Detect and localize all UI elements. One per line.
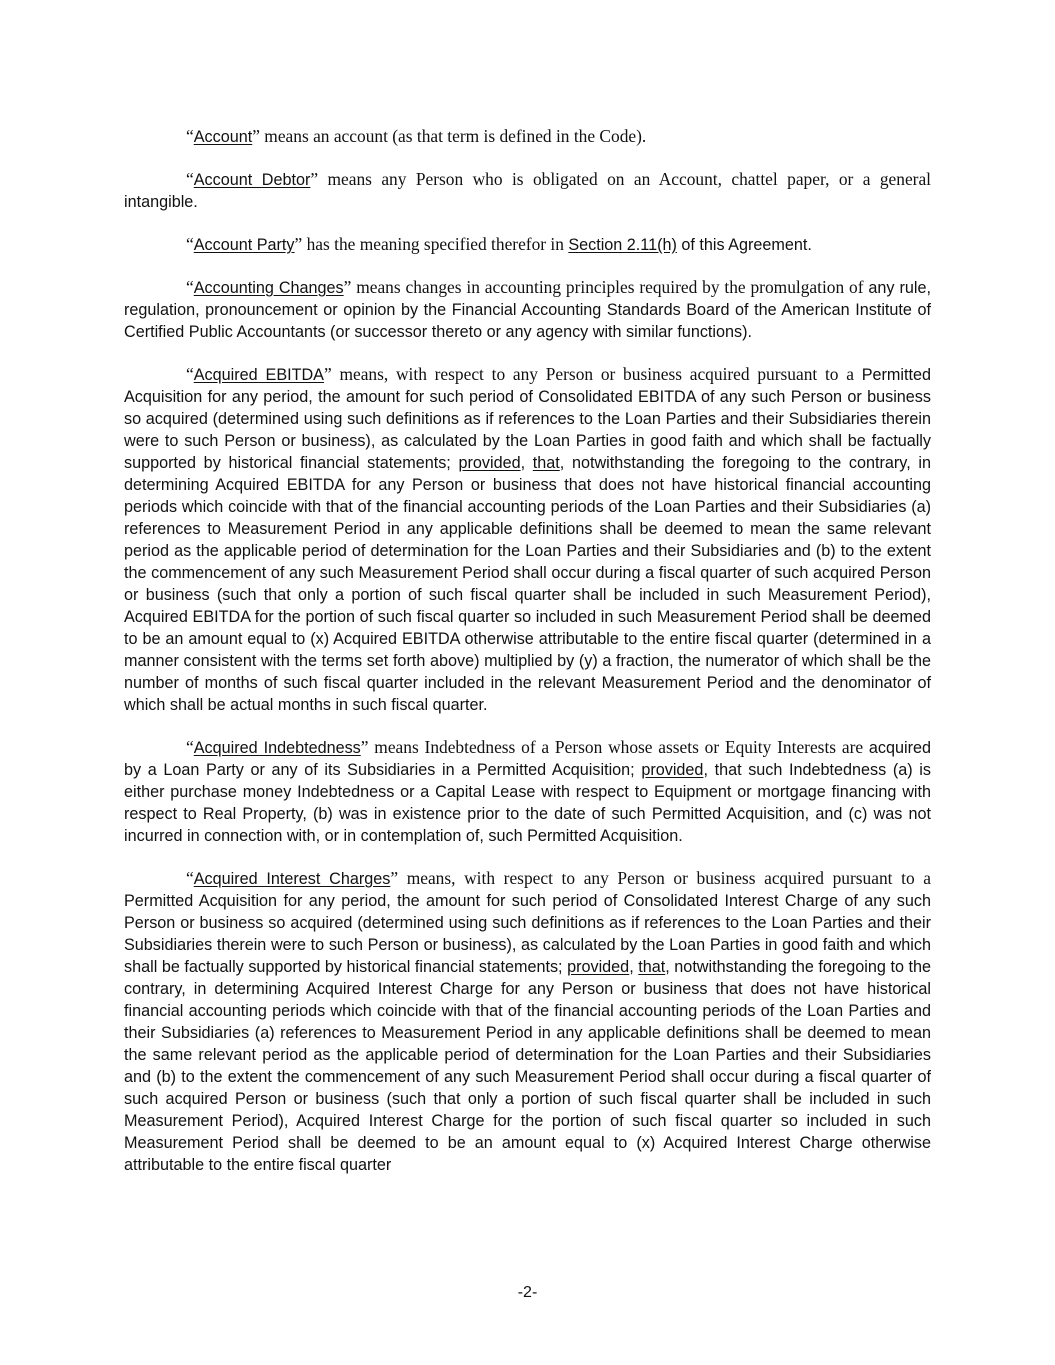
defined-term: Acquired Interest Charges: [193, 870, 391, 888]
text-segment: , that such Indebtedness (a) is either purchase money Indebtedness or a Capital Lease with respect to Equipment or mortgage financing with respect to Real Property, (b) was in existence prior to the date of such Permitted Acquisition, and (c) was not incurred in connection with, or in contemplation of, such Permitted Acquisition.: [124, 761, 932, 845]
text-segment: Permitted Acquisition for any period, the amount for such period of Consolidated EBITDA of any such Person or business so acquired (determined using such definitions as if references to the Loan Parties and their Subsidiaries therein were to such Person or business), as calculated by the Loan Parties in good faith and which shall be factually supported by historical financial statements;: [124, 366, 931, 472]
text-segment: ” means any Person who is obligated on an Account, chattel paper, or a general: [310, 169, 932, 189]
text-segment: “: [186, 277, 194, 297]
definition-acquired-indebtedness: [124, 736, 931, 847]
defined-term: Acquired Indebtedness: [193, 739, 361, 757]
defined-term: Account Party: [193, 236, 295, 254]
defined-term: Acquired EBITDA: [193, 366, 324, 384]
definition-acquired-interest-charges: [124, 867, 931, 1176]
definition-account-debtor: [124, 168, 931, 213]
text-segment: intangible.: [124, 193, 198, 211]
text-segment: acquired by a Loan Party or any of its Subsidiaries in a Permitted Acquisition;: [124, 739, 931, 779]
defined-term: Account Debtor: [193, 171, 311, 189]
underlined-reference: Section 2.11(h): [568, 236, 677, 254]
text-segment: “: [186, 737, 194, 757]
underlined-reference: that: [532, 454, 560, 472]
definition-accounting-changes: [124, 276, 931, 343]
text-segment: ,: [520, 454, 533, 472]
text-segment: , notwithstanding the foregoing to the contrary, in determining Acquired Interest Charge for any Person or business that does not have historical financial accounting periods which coincide with that of the financial accounting periods of the Loan Parties and their Subsidiaries (a) references to Measurement Period in any applicable definitions shall be deemed to mean the same relevant period as the applicable period of determination for the Loan Parties and their Subsidiaries and (b) to the extent the commencement of any such Measurement Period shall occur during a fiscal quarter of such acquired Person or business (such that only a portion of such fiscal quarter shall be included in such Measurement Period), Acquired Interest Charge for the portion of such fiscal quarter so included in such Measurement Period shall be deemed to be an amount equal to (x) Acquired Interest Charge otherwise attributable to the entire fiscal quarter: [124, 958, 931, 1174]
document-body: [124, 125, 931, 1196]
page-number: -2-: [517, 1284, 538, 1301]
underlined-reference: provided: [458, 454, 521, 472]
text-segment: of this Agreement.: [676, 236, 812, 254]
text-segment: “: [186, 126, 194, 146]
text-segment: “: [186, 169, 194, 189]
text-segment: ” means an account (as that term is defined in the Code).: [252, 126, 647, 146]
text-segment: “: [186, 234, 194, 254]
definition-account: [124, 125, 931, 148]
text-segment: any rule, regulation, pronouncement or opinion by the Financial Accounting Standards Board of the American Institute of Certified Public Accountants (or successor thereto or any agency with similar functions).: [124, 279, 932, 341]
defined-term: Account: [193, 128, 253, 146]
text-segment: “: [186, 868, 194, 888]
text-segment: , notwithstanding the foregoing to the contrary, in determining Acquired EBITDA for any Person or business that does not have historical financial accounting periods which coincide with that of the financial accounting periods of the Loan Parties and their Subsidiaries (a) references to Measurement Period in any applicable definitions shall be deemed to mean the same relevant period as the applicable period of determination for the Loan Parties and their Subsidiaries and (b) to the extent the commencement of any such Measurement Period shall occur during a fiscal quarter of such acquired Person or business (such that only a portion of such fiscal quarter shall be included in such Measurement Period), Acquired EBITDA for the portion of such fiscal quarter so included in such Measurement Period shall be deemed to be an amount equal to (x) Acquired EBITDA otherwise attributable to the entire fiscal quarter (determined in a manner consistent with the terms set forth above) multiplied by (y) a fraction, the numerator of which shall be the number of months of such fiscal quarter included in the relevant Measurement Period and the denominator of which shall be actual months in such fiscal quarter.: [124, 454, 931, 714]
text-segment: ,: [629, 958, 639, 976]
underlined-reference: provided: [641, 761, 704, 779]
text-segment: ” means Indebtedness of a Person whose assets or Equity Interests are: [360, 737, 869, 757]
text-segment: ” means, with respect to any Person or business acquired pursuant to a: [390, 868, 931, 888]
text-segment: ” means changes in accounting principles required by the promulgation of: [343, 277, 869, 297]
underlined-reference: provided: [567, 958, 630, 976]
text-segment: ” means, with respect to any Person or business acquired pursuant to a: [323, 364, 862, 384]
definition-account-party: [124, 233, 931, 256]
underlined-reference: that: [638, 958, 666, 976]
definition-acquired-ebitda: [124, 363, 931, 716]
defined-term: Accounting Changes: [193, 279, 344, 297]
text-segment: “: [186, 364, 194, 384]
text-segment: Permitted Acquisition for any period, the amount for such period of Consolidated Interest Charge of any such Person or business so acquired (determined using such definitions as if references to the Loan Parties and their Subsidiaries therein were to such Person or business), as calculated by the Loan Parties in good faith and which shall be factually supported by historical financial statements;: [124, 892, 931, 976]
text-segment: ” has the meaning specified therefor in: [294, 234, 569, 254]
